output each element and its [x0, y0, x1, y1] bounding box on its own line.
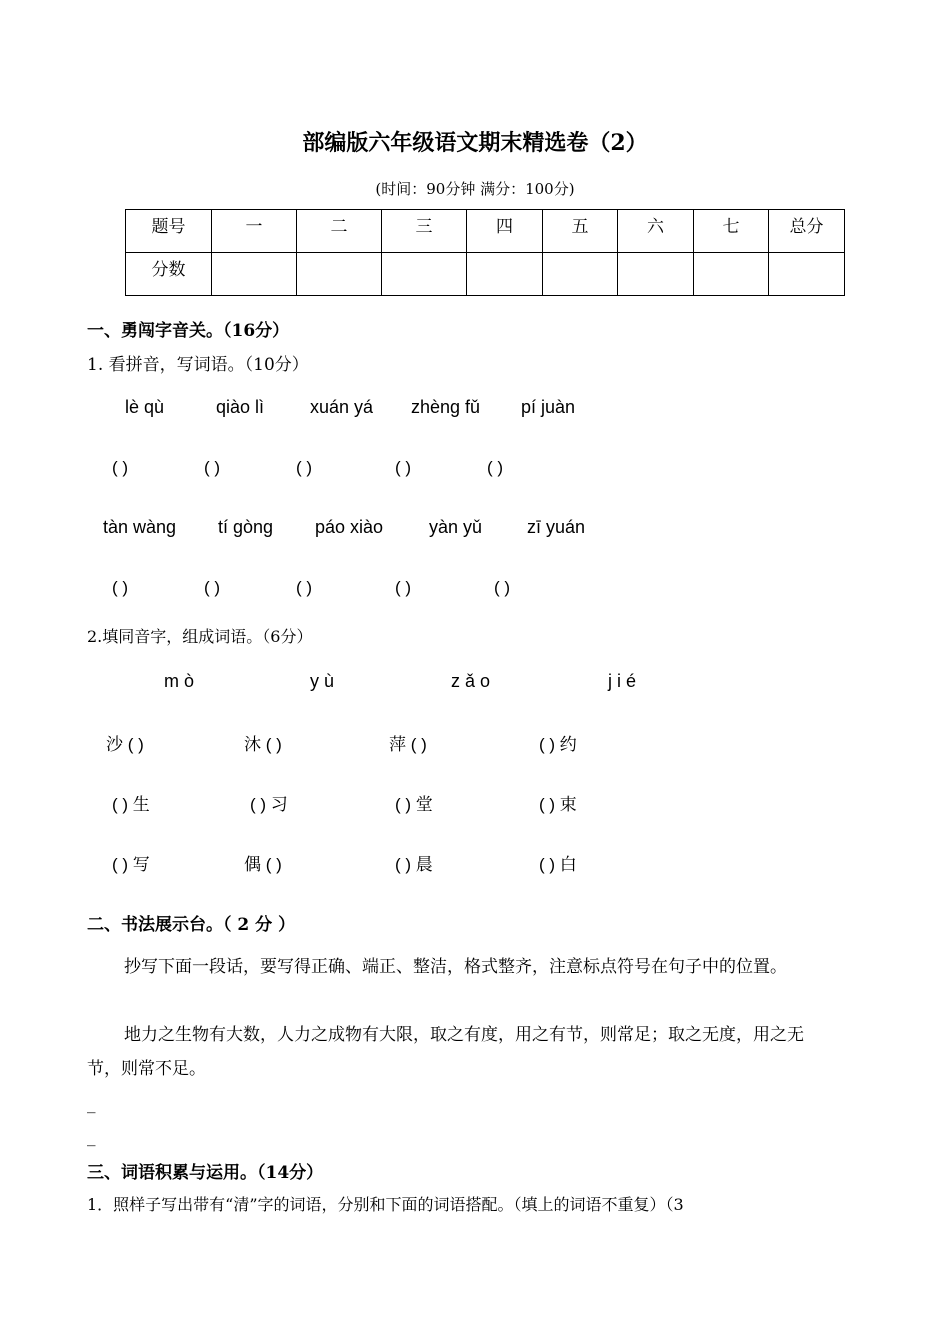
fill-word[interactable]: ( ) 生 — [112, 795, 150, 814]
pinyin: tí gòng — [218, 517, 274, 537]
answer-blank[interactable]: ( ) — [395, 458, 412, 477]
exam-info: (时间：90分钟 满分：100分) — [375, 180, 575, 198]
writing-line[interactable]: _ — [87, 1094, 96, 1114]
pinyin: qiào lì — [216, 397, 265, 417]
score-cell[interactable] — [212, 253, 297, 296]
fill-word[interactable]: 萍 ( ) — [389, 735, 427, 754]
score-table-header-row — [126, 210, 845, 253]
pinyin: m ò — [164, 671, 195, 691]
answer-blank[interactable]: ( ) — [204, 578, 221, 597]
pinyin: y ù — [310, 671, 335, 691]
row-label-cell: 分数 — [126, 253, 212, 296]
section3-q1-label: 1．照样子写出带有“清”字的词语，分别和下面的词语搭配。（填上的词语不重复）（3 — [87, 1195, 684, 1214]
answer-blank[interactable]: ( ) — [112, 458, 129, 477]
section2-heading: 二、书法展示台。（ 2 分 ） — [87, 915, 296, 935]
score-cell[interactable] — [382, 253, 467, 296]
score-cell[interactable] — [694, 253, 769, 296]
answer-blank[interactable]: ( ) — [487, 458, 504, 477]
answer-blank[interactable]: ( ) — [204, 458, 221, 477]
answer-blank[interactable]: ( ) — [296, 458, 313, 477]
answer-blank[interactable]: ( ) — [494, 578, 511, 597]
header-cell: 题号 — [126, 210, 212, 253]
header-cell: 三 — [382, 210, 467, 253]
fill-word[interactable]: ( ) 束 — [539, 795, 577, 814]
score-table-score-row — [126, 253, 845, 296]
pinyin: j i é — [608, 671, 637, 691]
header-cell: 七 — [694, 210, 769, 253]
fill-word[interactable]: ( ) 晨 — [395, 855, 433, 874]
header-cell: 一 — [212, 210, 297, 253]
page-title: 部编版六年级语文期末精选卷（2） — [302, 130, 648, 156]
fill-word[interactable]: ( ) 约 — [539, 735, 577, 754]
header-cell: 五 — [543, 210, 618, 253]
pinyin: pí juàn — [521, 397, 576, 417]
section2-passage: 地力之生物有大数，人力之成物有大限，取之有度，用之有节，则常足；取之无度，用之无节，则常不足。 — [87, 1025, 804, 1079]
pinyin: tàn wàng — [103, 517, 177, 537]
q1-label: 1. 看拼音，写词语。（10分） — [87, 355, 309, 375]
score-cell[interactable] — [467, 253, 543, 296]
section2-instruction: 抄写下面一段话，要写得正确、端正、整洁，格式整齐，注意标点符号在句子中的位置。 — [124, 957, 787, 977]
score-cell[interactable] — [618, 253, 694, 296]
answer-blank[interactable]: ( ) — [112, 578, 129, 597]
pinyin: xuán yá — [310, 397, 374, 417]
q2-label: 2.填同音字，组成词语。（6分） — [87, 627, 313, 646]
fill-word[interactable]: ( ) 习 — [250, 795, 288, 814]
header-cell: 四 — [467, 210, 543, 253]
answer-blank[interactable]: ( ) — [296, 578, 313, 597]
score-cell[interactable] — [297, 253, 382, 296]
score-cell[interactable] — [543, 253, 618, 296]
writing-line[interactable]: _ — [87, 1127, 96, 1147]
score-table — [125, 209, 845, 296]
header-cell: 六 — [618, 210, 694, 253]
answer-blank[interactable]: ( ) — [395, 578, 412, 597]
header-cell: 二 — [297, 210, 382, 253]
header-cell: 总分 — [769, 210, 845, 253]
pinyin: lè qù — [125, 397, 165, 417]
fill-word[interactable]: ( ) 白 — [539, 855, 577, 874]
fill-word[interactable]: 沙 ( ) — [106, 735, 144, 754]
pinyin: páo xiào — [315, 517, 384, 537]
pinyin: zhèng fǔ — [411, 397, 481, 417]
pinyin: zī yuán — [527, 517, 586, 537]
pinyin: z ǎ o — [451, 671, 491, 691]
fill-word[interactable]: ( ) 写 — [112, 855, 150, 874]
fill-word[interactable]: ( ) 堂 — [395, 795, 433, 814]
score-cell[interactable] — [769, 253, 845, 296]
fill-word[interactable]: 偶 ( ) — [244, 855, 282, 874]
fill-word[interactable]: 沐 ( ) — [244, 735, 282, 754]
pinyin: yàn yǔ — [429, 517, 483, 537]
section3-heading: 三、词语积累与运用。（14分） — [87, 1163, 324, 1183]
section1-heading: 一、勇闯字音关。（16分） — [87, 321, 290, 341]
